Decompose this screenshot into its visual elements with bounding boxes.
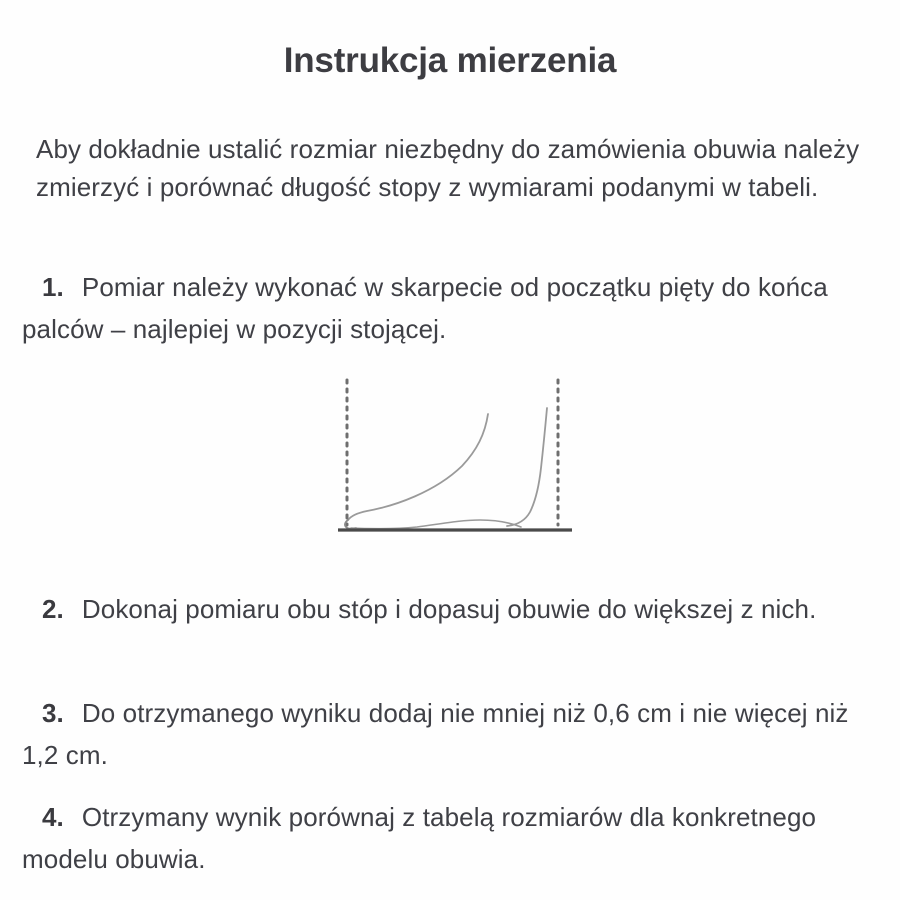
list-item-number: 3. bbox=[42, 698, 64, 728]
foot-heel-outline bbox=[507, 408, 547, 526]
foot-instep-outline bbox=[348, 414, 488, 520]
page-title: Instrukcja mierzenia bbox=[283, 41, 617, 81]
intro-paragraph: Aby dokładnie ustalić rozmiar niezbędny do zamówienia obuwia należy zmierzyć i porównać długość stopy z wymiarami podanymi w tabeli. bbox=[36, 134, 860, 202]
list-item bbox=[22, 266, 884, 350]
list-item-text: Otrzymany wynik porównaj z tabelą rozmiarów dla konkretnego modelu obuwia. bbox=[22, 802, 817, 874]
list-item-text: Dokonaj pomiaru obu stóp i dopasuj obuwie do większej z nich. bbox=[81, 594, 817, 624]
foot-sole-outline bbox=[351, 520, 521, 529]
list-item-text: Do otrzymanego wyniku dodaj nie mniej niż 0,6 cm i nie więcej niż 1,2 cm. bbox=[22, 698, 849, 770]
list-item-text: Pomiar należy wykonać w skarpecie od początku pięty do końca palców – najlepiej w pozycji stojącej. bbox=[22, 272, 828, 344]
list-item-number: 2. bbox=[42, 594, 64, 624]
list-item bbox=[22, 796, 884, 880]
list-item-number: 1. bbox=[42, 272, 64, 302]
list-item bbox=[22, 692, 884, 776]
list-item-number: 4. bbox=[42, 802, 64, 832]
list-item bbox=[22, 588, 884, 630]
foot-measurement-diagram bbox=[325, 372, 585, 537]
